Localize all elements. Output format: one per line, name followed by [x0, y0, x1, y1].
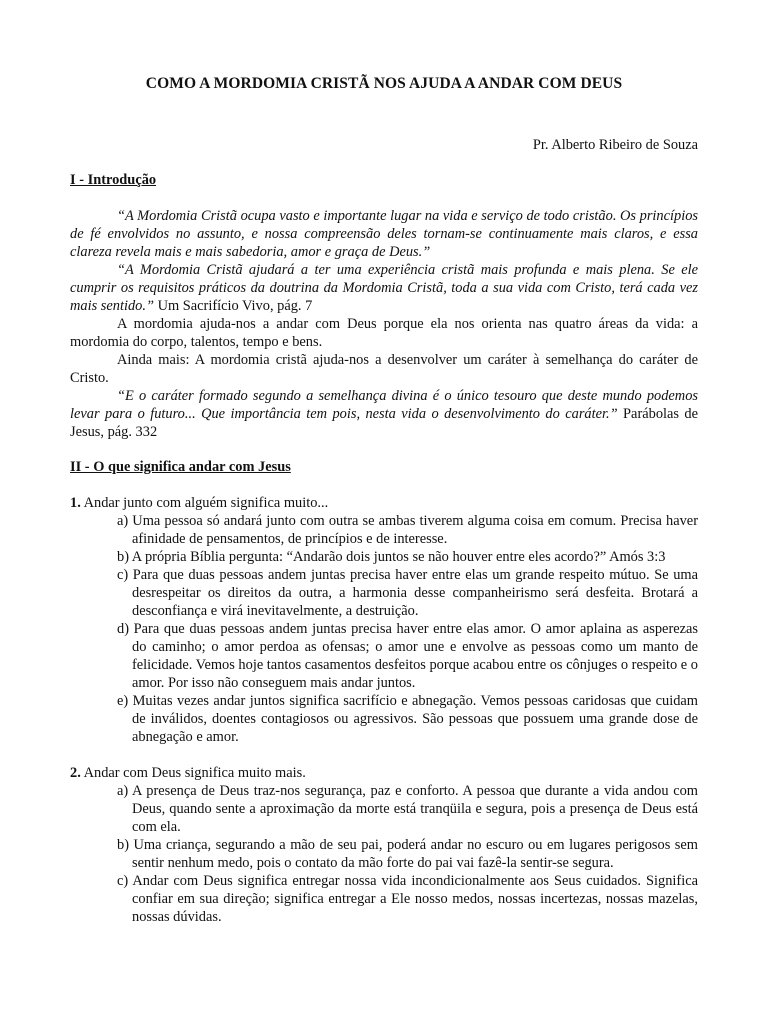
- sub-list-item: a) A presença de Deus traz-nos segurança, paz e conforto. A pessoa que durante a vida andou com Deus, quando sente a aproximação da morte está tranqüila e segura, pois a presença de Deus está com ela.: [117, 783, 698, 835]
- quote-text: “A Mordomia Cristã ajudará a ter uma experiência cristã mais profunda e mais plena. Se ele cumprir os requisitos práticos da doutrina da Mordomia Cristã, toda a sua vida com Cristo, terá cada vez mais sentido.”: [70, 262, 698, 314]
- sub-list-item: e) Muitas vezes andar juntos significa sacrifício e abnegação. Vemos pessoas caridosas que cuidam de inválidos, doentes contagiosos ou agressivos. São pessoas que possuem uma grande dose de abnegação e amor.: [117, 693, 698, 745]
- quote-source: Um Sacrifício Vivo, pág. 7: [153, 298, 313, 314]
- quote-source: Parábolas de Jesus, pág. 332: [70, 406, 699, 440]
- paragraph-quatro-areas: A mordomia ajuda-nos a andar com Deus porque ela nos orienta nas quatro áreas da vida: a mordomia do corpo, talentos, tempo e bens.: [70, 316, 698, 350]
- author-line: Pr. Alberto Ribeiro de Souza: [532, 137, 698, 153]
- sub-list-item: d) Para que duas pessoas andem juntas precisa haver entre elas amor. O amor aplaina as asperezas do caminho; o amor perdoa as ofensas; o amor une e envolve as pessoas como um manto de felicidade. Vemos hoje tantos casamentos desfeitos porque acabou entre os cônjuges o respeito e o amor. Por isso não conseguem mais andar juntos.: [117, 621, 698, 691]
- list-item-2: [70, 764, 698, 926]
- sub-list: [70, 512, 698, 746]
- item-lead-text: Andar com Deus significa muito mais.: [80, 765, 306, 781]
- item-number: 2.: [70, 765, 81, 781]
- section-heading-andar-com-jesus: II - O que significa andar com Jesus: [70, 459, 291, 475]
- item-lead: [70, 494, 698, 512]
- list-item-1: [70, 494, 698, 746]
- sub-list-item: c) Para que duas pessoas andem juntas precisa haver entre elas um grande respeito mútuo. Se uma desrespeitar os direitos da outra, a harmonia desse companheirismo será desfeita. Brotará a desconfiança e virá inevitavelmente, a destruição.: [117, 567, 698, 619]
- sub-list-item: a) Uma pessoa só andará junto com outra se ambas tiverem alguma coisa em comum. Precisa haver afinidade de pensamentos, de princípios e de interesse.: [117, 513, 698, 547]
- item-number: 1.: [70, 495, 81, 511]
- document-body: [70, 74, 698, 926]
- introduction-body: [70, 207, 698, 441]
- document-title: COMO A MORDOMIA CRISTÃ NOS AJUDA A ANDAR COM DEUS: [145, 75, 623, 92]
- sub-list: [70, 782, 698, 926]
- item-lead-text: Andar junto com alguém significa muito...: [80, 495, 329, 511]
- quote-carater-formado: [70, 387, 698, 441]
- section-heading-introducao: I - Introdução: [70, 172, 157, 188]
- quote-experiencia-crista: [70, 261, 698, 315]
- quote-mordomia-crista: “A Mordomia Cristã ocupa vasto e importante lugar na vida e serviço de todo cristão. Os princípios de fé envolvidos no assunto, e nossa compreensão deles tornam-se continuamente mais claros, e essa clareza revela mais e mais sabedoria, amor e graça de Deus.”: [70, 208, 698, 260]
- item-lead: [70, 764, 698, 782]
- sub-list-item: b) Uma criança, segurando a mão de seu pai, poderá andar no escuro ou em lugares perigosos sem sentir nenhum medo, pois o contato da mão forte do pai vai fazê-la sentir-se segura.: [117, 837, 698, 871]
- paragraph-carater: Ainda mais: A mordomia cristã ajuda-nos a desenvolver um caráter à semelhança do caráter de Cristo.: [70, 352, 698, 386]
- sub-list-item: b) A própria Bíblia pergunta: “Andarão dois juntos se não houver entre eles acordo?” Amós 3:3: [117, 549, 666, 565]
- sub-list-item: c) Andar com Deus significa entregar nossa vida incondicionalmente aos Seus cuidados. Significa confiar em sua direção; significa entregar a Ele nosso medos, nossas incertezas, nossas mazelas, nossas dúvidas.: [117, 873, 698, 925]
- quote-text: “E o caráter formado segundo a semelhança divina é o único tesouro que deste mundo podemos levar para o futuro... Que importância tem pois, nesta vida o desenvolvimento do caráter.”: [70, 388, 698, 422]
